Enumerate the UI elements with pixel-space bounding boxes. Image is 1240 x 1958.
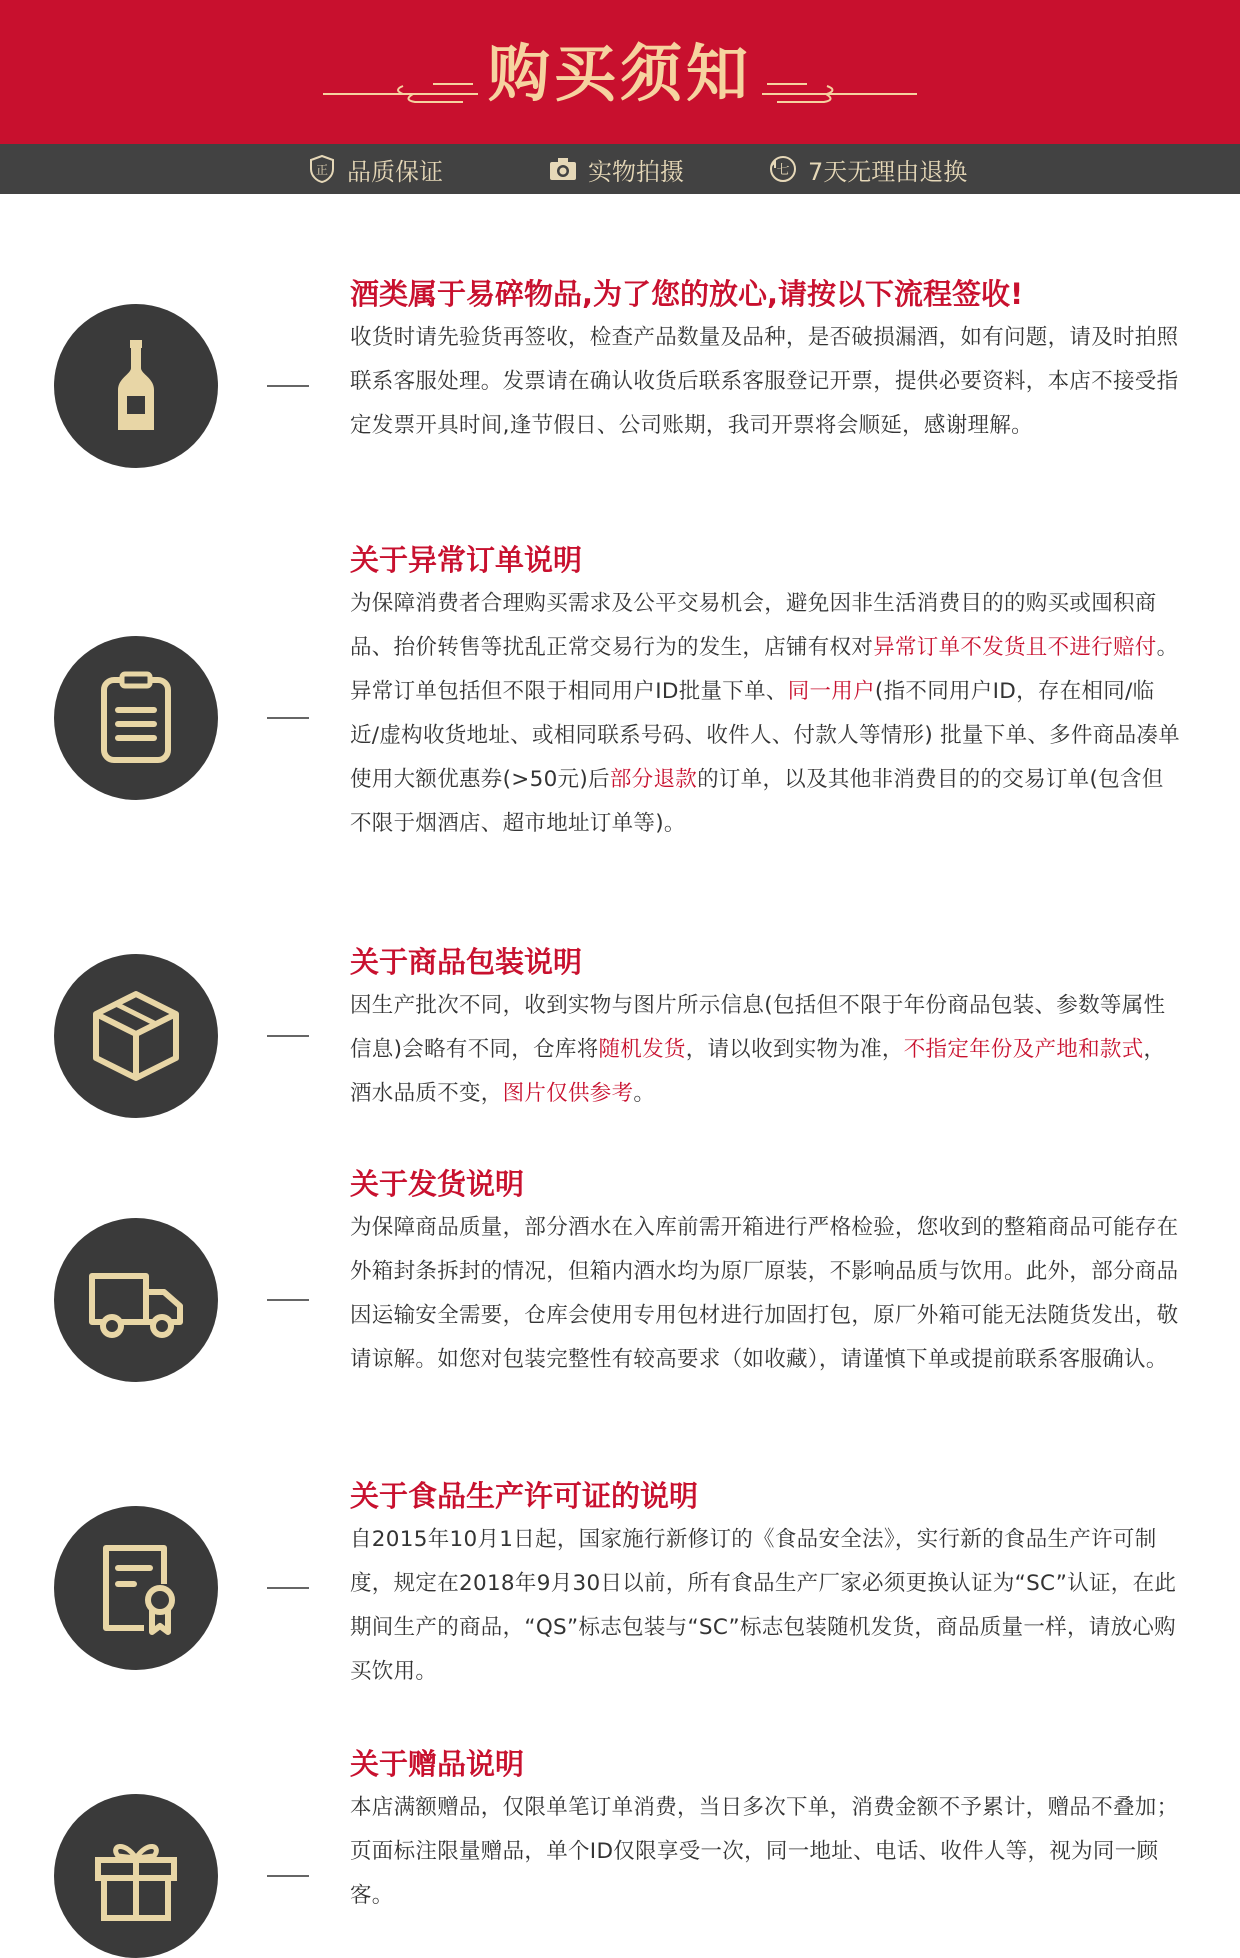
section-body (350, 1786, 1180, 1918)
section-license (350, 1478, 1180, 1694)
section-title: 关于异常订单说明 (350, 543, 583, 577)
highlight-text: 异常订单不发货且不进行赔付 (873, 635, 1157, 660)
section-packaging (350, 944, 1180, 1116)
body-text: 自2015年10月1日起，国家施行新修订的《食品安全法》，实行新的食品生产许可制度，规定在2018年9月30日以前，所有食品生产厂家必须更换认证为“SC”认证，在此期间生产的商品，“QS”标志包装与“SC”标志包装随机发货，商品质量一样，请放心购买饮用。 (350, 1527, 1177, 1684)
guarantee-label: 品质保证 (347, 157, 443, 186)
svg-text:正: 正 (315, 163, 329, 177)
certificate-icon-circle (54, 1506, 218, 1670)
clipboard-icon (84, 666, 188, 770)
body-text: 。 (633, 1081, 656, 1106)
svg-text:七: 七 (776, 163, 790, 178)
guarantee-photo (548, 144, 684, 194)
connector-line (267, 1587, 309, 1589)
gift-box-icon (84, 1824, 188, 1928)
connector-line (267, 1299, 309, 1301)
connector-line (267, 717, 309, 719)
body-text: (指不同用户ID，存在相同/临近/虚构收货地址、或相同联系号码、收件人、付款人等情形) 批量下单、多件商品凑单使用大额优惠券(>50元)后 (350, 679, 1180, 792)
right-ornament-icon (762, 72, 917, 112)
highlight-text: 不指定年份及产地和款式 (903, 1037, 1144, 1062)
body-text: 收货时请先验货再签收，检查产品数量及品种，是否破损漏酒，如有问题，请及时拍照联系客服处理。发票请在确认收货后联系客服登记开票，提供必要资料，本店不接受指定发票开具时间,逢节假日、公司账期，我司开票将会顺延，感谢理解。 (350, 325, 1179, 438)
guarantee-bar (0, 144, 1240, 194)
guarantee-quality (307, 144, 443, 194)
wine-bottle-icon (84, 334, 188, 438)
body-text: 因生产批次不同，收到实物与图片所示信息(包括但不限于年份商品包装、参数等属性信息)会略有不同，仓库将 (350, 993, 1166, 1062)
guarantee-label: 7天无理由退换 (808, 157, 968, 186)
certificate-icon (84, 1536, 188, 1640)
connector-line (267, 1875, 309, 1877)
package-box-icon-circle (54, 954, 218, 1118)
body-text: ，请以收到实物为准， (685, 1037, 904, 1062)
body-text: 本店满额赠品，仅限单笔订单消费，当日多次下单，消费金额不予累计，赠品不叠加；页面标注限量赠品，单个ID仅限享受一次，同一地址、电话、收件人等，视为同一顾客。 (350, 1795, 1179, 1908)
body-text: 为保障商品质量，部分酒水在入库前需开箱进行严格检验，您收到的整箱商品可能存在外箱封条拆封的情况，但箱内酒水均为原厂原装，不影响品质与饮用。此外，部分商品因运输安全需要，仓库会使用专用包材进行加固打包，原厂外箱可能无法随货发出，敬请谅解。如您对包装完整性有较高要求（如收藏），请谨慎下单或提前联系客服确认。 (350, 1215, 1179, 1372)
section-title: 关于商品包装说明 (350, 945, 583, 979)
gift-box-icon-circle (54, 1794, 218, 1958)
camera-icon (548, 154, 578, 184)
section-body (350, 582, 1180, 846)
highlight-text: 同一用户 (787, 679, 875, 704)
page-title: 购买须知 (487, 37, 752, 110)
connector-line (267, 385, 309, 387)
header-banner (0, 0, 1240, 144)
section-body (350, 1206, 1180, 1382)
section-title: 关于赠品说明 (350, 1747, 525, 1781)
section-title: 关于发货说明 (350, 1167, 525, 1201)
section-body (350, 984, 1180, 1116)
section-title: 关于食品生产许可证的说明 (350, 1479, 699, 1513)
highlight-text: 图片仅供参考 (502, 1081, 634, 1106)
quality-badge-icon (307, 154, 337, 184)
section-title: 酒类属于易碎物品,为了您的放心,请按以下流程签收! (350, 277, 1024, 311)
highlight-text: 随机发货 (598, 1037, 686, 1062)
wine-bottle-icon-circle (54, 304, 218, 468)
section-body (350, 316, 1180, 448)
section-body (350, 1518, 1180, 1694)
package-box-icon (84, 984, 188, 1088)
section-signing (350, 276, 1180, 448)
body-text: ，酒水品质不变， (350, 1037, 1166, 1106)
clipboard-icon-circle (54, 636, 218, 800)
body-text: 为保障消费者合理购买需求及公平交易机会，避免因非生活消费目的的购买或囤积商品、抬价转售等扰乱正常交易行为的发生，店铺有权对 (350, 591, 1157, 660)
connector-line (267, 1035, 309, 1037)
guarantee-return (768, 144, 967, 194)
body-text: 。异常订单包括但不限于相同用户ID批量下单、 (350, 635, 1179, 704)
return-7day-icon (768, 154, 798, 184)
highlight-text: 部分退款 (609, 767, 698, 792)
section-abnormal-order (350, 542, 1180, 846)
section-shipping (350, 1166, 1180, 1382)
body-text: 的订单，以及其他非消费目的的交易订单(包含但不限于烟酒店、超市地址订单等)。 (350, 767, 1164, 836)
delivery-truck-icon-circle (54, 1218, 218, 1382)
guarantee-label: 实物拍摄 (588, 157, 684, 186)
section-gifts (350, 1746, 1180, 1918)
delivery-truck-icon (84, 1248, 188, 1352)
